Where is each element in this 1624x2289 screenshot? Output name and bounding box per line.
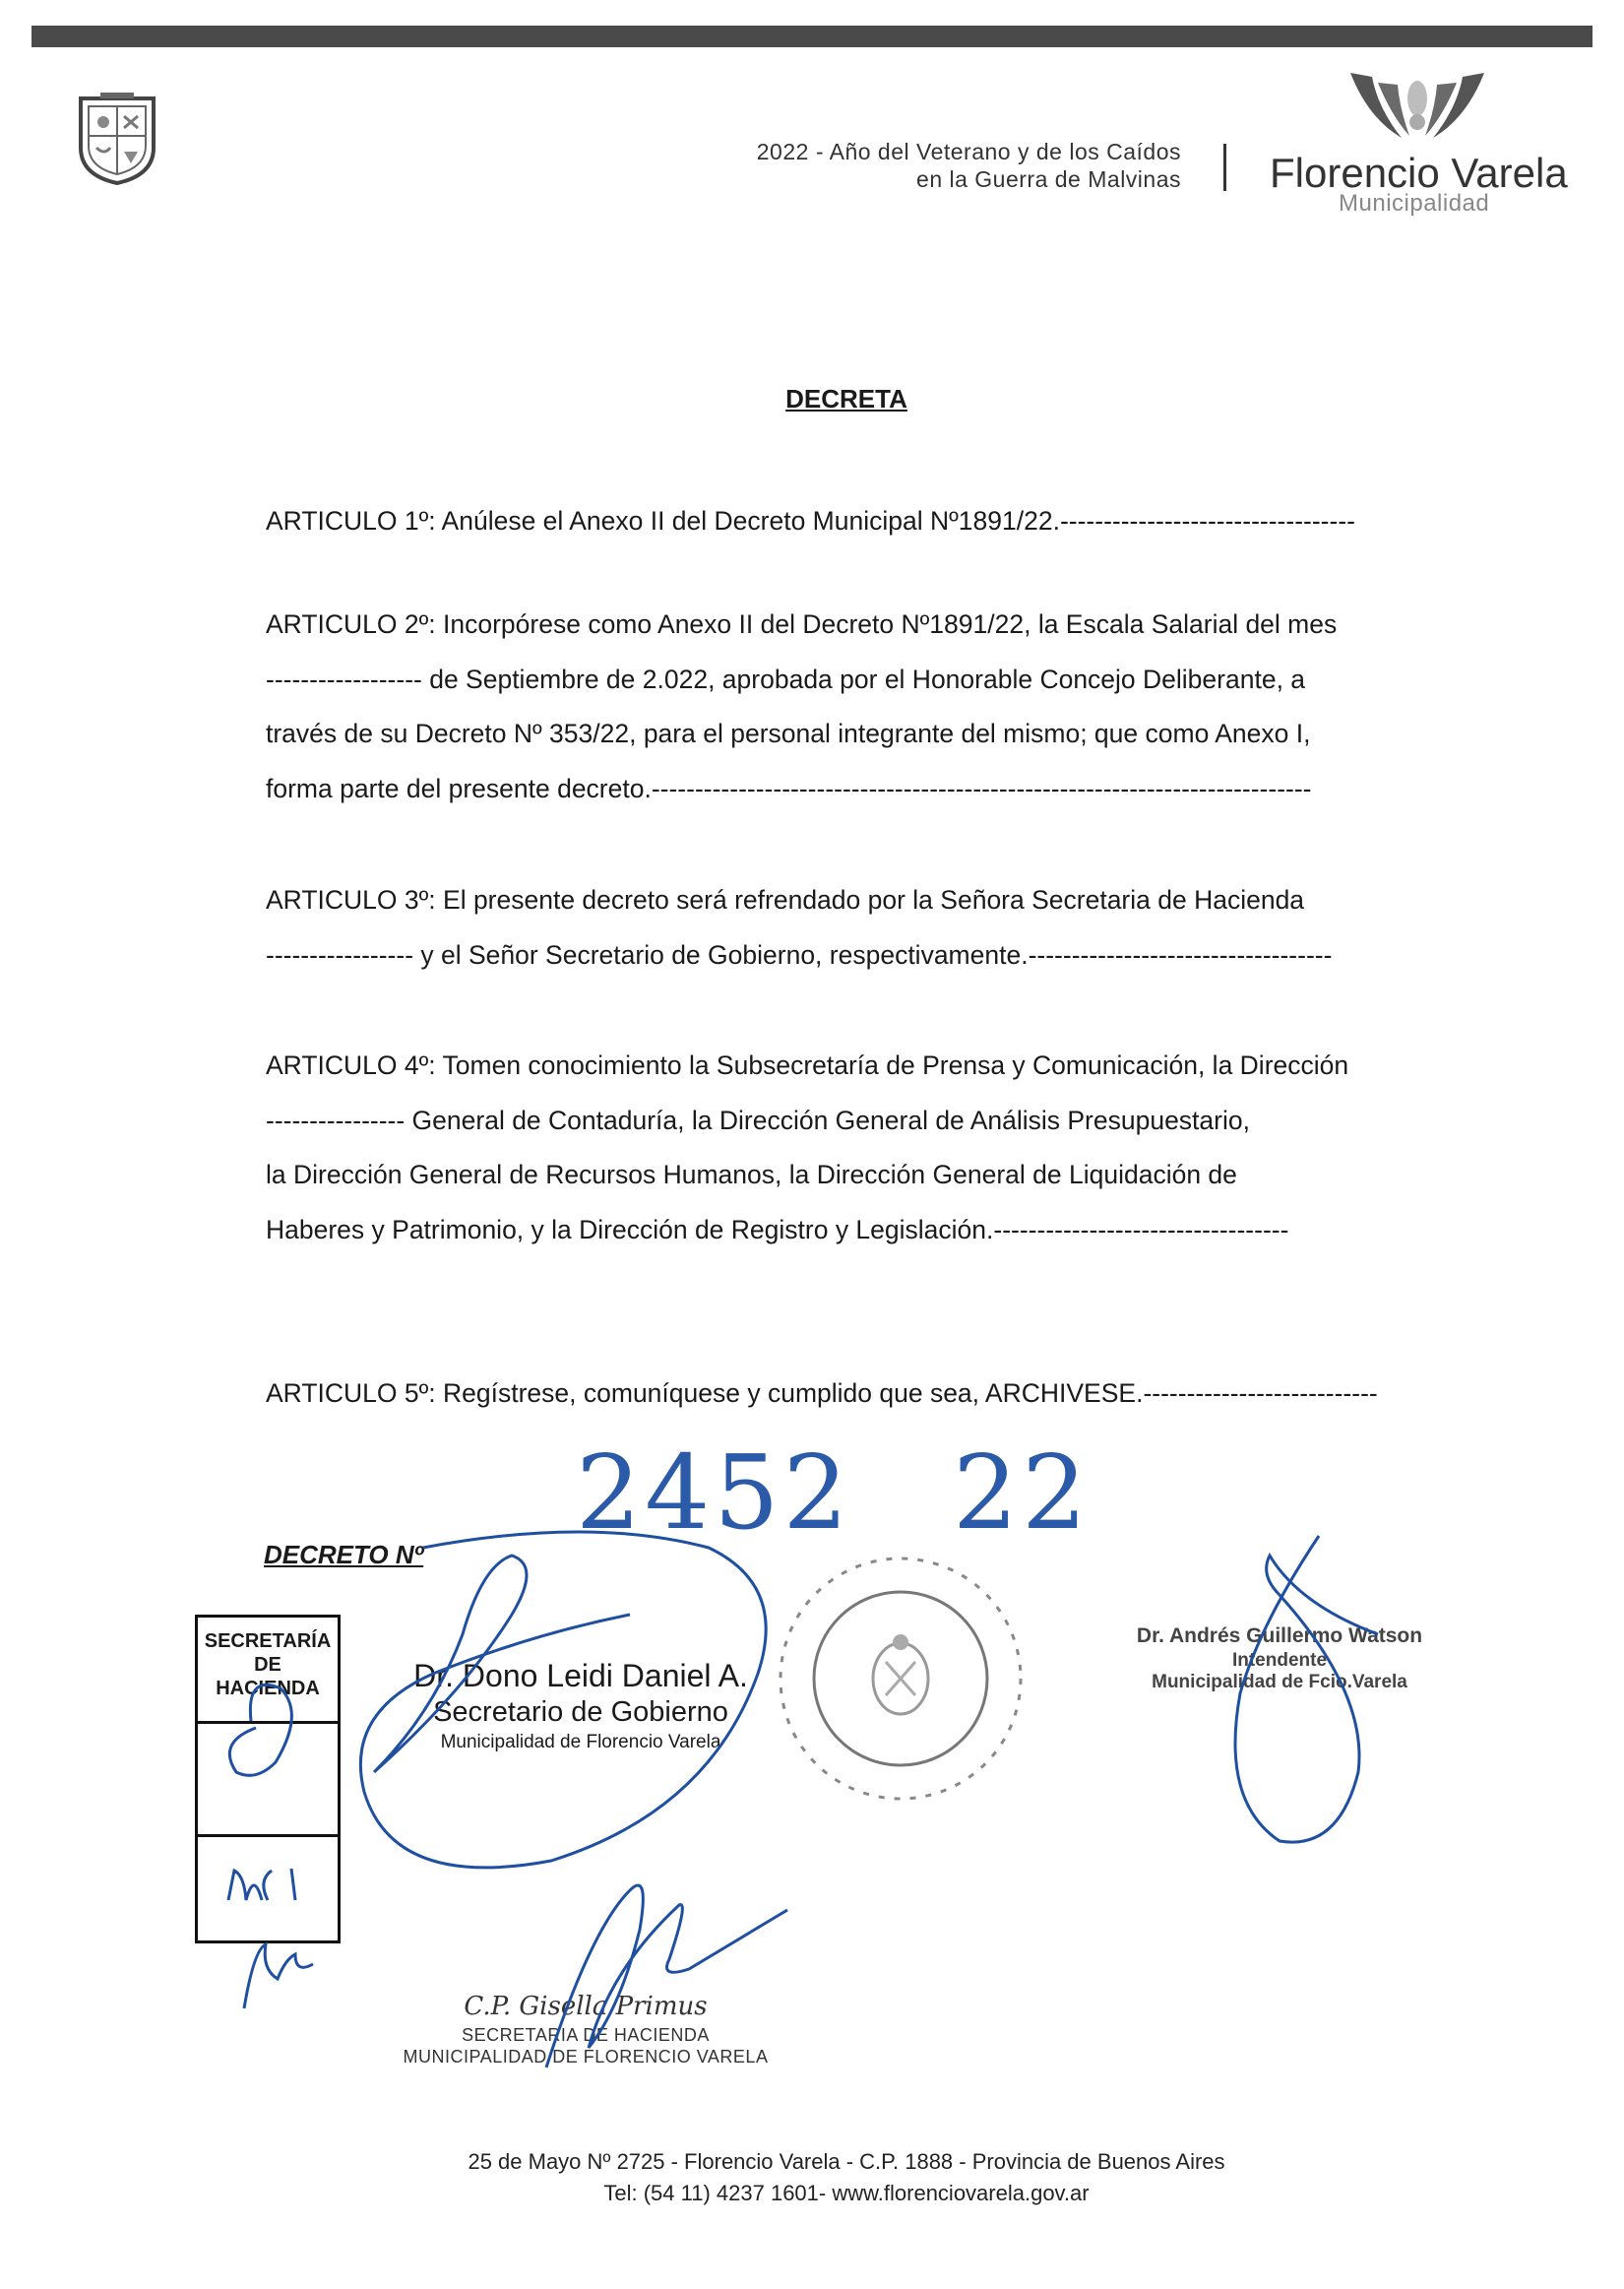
decree-number-stamp: 2452: [576, 1432, 852, 1553]
article-line: ARTICULO 1º: Anúlese el Anexo II del Decreto Municipal Nº1891/22.----------------------------------: [266, 506, 1355, 536]
signatory-name: Dr. Dono Leidi Daniel A.: [413, 1658, 748, 1693]
signature-gobierno: [399, 1657, 763, 1755]
article-line: ARTICULO 4º: Tomen conocimiento la Subsecretaría de Prensa y Comunicación, la Dirección: [266, 1050, 1349, 1080]
hacienda-box-initials: [198, 1724, 338, 1837]
decree-year-stamp: 22: [953, 1432, 1092, 1553]
article-line: Haberes y Patrimonio, y la Dirección de Registro y Legislación.----------------------------------: [266, 1214, 1289, 1244]
signatory-org: MUNICIPALIDAD DE FLORENCIO VARELA: [403, 2047, 769, 2066]
article-line: través de su Decreto Nº 353/22, para el personal integrante del mismo; que como Anexo I,: [266, 719, 1311, 748]
header-divider: [1223, 144, 1226, 191]
signatory-role: SECRETARIA DE HACIENDA: [462, 2025, 710, 2045]
document-title: DECRETA: [785, 384, 907, 413]
municipal-crest-icon: [75, 91, 159, 185]
motto-line-1: 2022 - Año del Veterano y de los Caídos: [756, 139, 1181, 164]
article-3: [266, 873, 1422, 983]
brand-subtitle: Municipalidad: [1339, 190, 1490, 217]
signatory-name: C.P. Gisella Primus: [464, 1992, 708, 2021]
hacienda-box: [195, 1615, 341, 1943]
florencio-varela-logo-icon: [1339, 69, 1496, 148]
article-line: ARTICULO 2º: Incorpórese como Anexo II del Decreto Nº1891/22, la Escala Salarial del mes: [266, 609, 1338, 639]
article-line: ------------------ de Septiembre de 2.022, aprobada por el Honorable Concejo Deliberante, a: [266, 664, 1306, 694]
signatory-org: Municipalidad de Fcio.Varela: [1152, 1672, 1407, 1692]
footer: [0, 2146, 1624, 2209]
signatory-name: Dr. Andrés Guillermo Watson: [1136, 1624, 1423, 1647]
signatory-role: Intendente: [1231, 1650, 1328, 1671]
hacienda-box-line: DE: [254, 1654, 281, 1676]
intendencia-seal-stamp: [768, 1546, 1033, 1812]
article-line: ---------------- General de Contaduría, la Dirección General de Análisis Presupuestario,: [266, 1105, 1250, 1135]
article-1: [266, 494, 1422, 549]
hacienda-box-line: HACIENDA: [216, 1678, 320, 1699]
article-line: la Dirección General de Recursos Humanos, la Dirección General de Liquidación de: [266, 1160, 1237, 1189]
footer-contact: Tel: (54 11) 4237 1601- www.florenciovarela.gov.ar: [603, 2181, 1090, 2205]
scan-top-bar: [31, 26, 1593, 47]
article-line: ARTICULO 5º: Regístrese, comuníquese y cumplido que sea, ARCHIVESE.---------------------------: [266, 1378, 1378, 1408]
motto-line-2: en la Guerra de Malvinas: [916, 166, 1181, 192]
article-4: [266, 1039, 1422, 1257]
signature-hacienda: [379, 1989, 792, 2067]
article-line: ARTICULO 3º: El presente decreto será refrendado por la Señora Secretaria de Hacienda: [266, 885, 1305, 915]
hacienda-box-line: SECRETARÍA: [204, 1630, 332, 1652]
footer-address: 25 de Mayo Nº 2725 - Florencio Varela - C.P. 1888 - Provincia de Buenos Aires: [468, 2149, 1225, 2174]
article-line: ----------------- y el Señor Secretario de Gobierno, respectivamente.-----------------------------------: [266, 939, 1333, 970]
decree-label: DECRETO Nº: [264, 1540, 424, 1569]
brand-name: Florencio Varela: [1270, 150, 1568, 196]
year-motto: [591, 138, 1181, 193]
signatory-org: Municipalidad de Florencio Varela: [440, 1732, 721, 1752]
article-line: forma parte del presente decreto.----------------------------------------------------------------------------: [266, 773, 1312, 803]
hacienda-box-header: [198, 1618, 338, 1724]
article-5: [266, 1367, 1422, 1422]
signatory-role: Secretario de Gobierno: [433, 1696, 728, 1728]
article-2: [266, 598, 1422, 816]
signature-intendente: [1122, 1622, 1437, 1693]
